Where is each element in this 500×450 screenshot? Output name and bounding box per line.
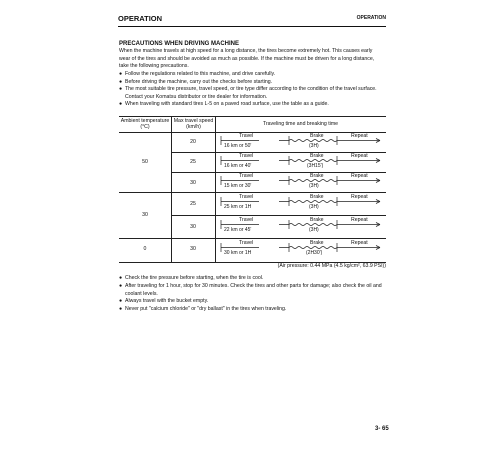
brake-label: Brake: [310, 194, 324, 200]
travel-label: Travel: [239, 194, 254, 200]
table-line: [119, 238, 386, 239]
repeat-label: Repeat: [351, 153, 368, 159]
brake-time: (3H): [309, 183, 319, 189]
travel-distance: 15 km or 30': [224, 183, 252, 189]
bullet-dot-icon: ●: [119, 298, 123, 304]
bullet-dot-icon: ●: [119, 283, 123, 289]
travel-distance: 16 km or 40': [224, 163, 252, 169]
repeat-label: Repeat: [351, 194, 368, 200]
brake-label: Brake: [310, 173, 324, 179]
repeat-label: Repeat: [351, 133, 368, 139]
travel-distance: 22 km or 45': [224, 227, 252, 233]
travel-time-table: [119, 116, 386, 264]
timeline-row: [217, 217, 385, 237]
timeline-row: [217, 173, 385, 193]
bullet-item: ● The most suitable tire pressure, travel speed, or tire type differ according to the condition of the travel surface. Contact your Komatsu distributor or tire dealer for information.: [119, 86, 377, 100]
timeline-row: [217, 194, 385, 214]
timeline-row: [217, 153, 385, 173]
travel-label: Travel: [239, 217, 254, 223]
header-left-title: OPERATION: [118, 14, 163, 23]
column-header-time: Traveling time and breaking time: [262, 121, 339, 127]
brake-time: (3H): [309, 204, 319, 210]
bullet-dot-icon: ●: [119, 71, 123, 77]
column-header-ambient: Ambient temperature (°C): [120, 118, 170, 131]
speed-cell: 25: [190, 201, 196, 207]
bullet-item: ● When traveling with standard tires L-5 on a paved road surface, use the table as a guide.: [119, 101, 329, 107]
temperature-cell: 30: [142, 212, 148, 218]
bullet-item: ● After traveling for 1 hour, stop for 30 minutes. Check the tires and other parts for damage; also check the oil and coolant levels.: [119, 283, 382, 297]
bullet-dot-icon: ●: [119, 101, 123, 107]
header-right-title: OPERATION: [356, 15, 386, 21]
bullet-dot-icon: ●: [119, 86, 123, 92]
bullet-dot-icon: ●: [119, 78, 123, 85]
brake-time: (3H15'): [307, 163, 324, 169]
speed-cell: 30: [190, 180, 196, 186]
speed-cell: 25: [190, 159, 196, 165]
brake-time: (2H30'): [306, 250, 323, 256]
bullet-item: ● Check the tire pressure before starting, when the tire is cool.: [119, 275, 264, 281]
bullet-item: ● Never put "calcium chloride" or "dry ballast" in the tires when traveling.: [119, 305, 287, 312]
travel-label: Travel: [239, 133, 254, 139]
bullet-item: ● Always travel with the bucket empty.: [119, 298, 209, 304]
intro-paragraph: When the machine travels at high speed for a long distance, the tires become extremely hot. This causes early wear of the tires and should be avoided as much as possible. If the machine must be driven for a long distance, take the following precautions.: [119, 48, 375, 69]
repeat-label: Repeat: [351, 217, 368, 223]
timeline-row: [217, 133, 385, 153]
temperature-cell: 50: [142, 159, 148, 165]
table-line: [171, 116, 172, 262]
travel-label: Travel: [239, 173, 254, 179]
brake-label: Brake: [310, 153, 324, 159]
bullet-dot-icon: ●: [119, 275, 123, 281]
travel-distance: 16 km or 50': [224, 143, 252, 149]
bullet-item: ● Follow the regulations related to this machine, and drive carefully.: [119, 71, 276, 77]
temperature-cell: 0: [143, 246, 147, 252]
column-header-speed: Max travel speed (km/h): [173, 118, 214, 131]
travel-label: Travel: [239, 240, 254, 246]
section-title: PRECAUTIONS WHEN DRIVING MACHINE: [119, 41, 240, 47]
speed-cell: 30: [190, 224, 196, 230]
travel-distance: 30 km or 1H: [224, 250, 252, 256]
brake-label: Brake: [310, 133, 324, 139]
bullet-dot-icon: ●: [119, 305, 123, 312]
brake-label: Brake: [310, 240, 324, 246]
page-number: 3- 65: [375, 426, 389, 432]
air-pressure-note: (Air pressure: 0.44 MPa (4.5 kg/cm², 63.9 PSI)): [277, 263, 386, 269]
bullet-item: ● Before driving the machine, carry out the checks before starting.: [119, 78, 273, 85]
table-line: [215, 116, 216, 262]
repeat-label: Repeat: [351, 173, 368, 179]
brake-label: Brake: [310, 217, 324, 223]
speed-cell: 30: [190, 246, 196, 252]
timeline-row: [217, 240, 385, 260]
table-line: [171, 215, 386, 216]
table-line: [119, 116, 386, 117]
page-header: [118, 14, 386, 27]
travel-label: Travel: [239, 153, 254, 159]
brake-time: (3H): [309, 227, 319, 233]
repeat-label: Repeat: [351, 240, 368, 246]
brake-time: (3H): [309, 143, 319, 149]
travel-distance: 25 km or 1H: [224, 204, 252, 210]
speed-cell: 20: [190, 139, 196, 145]
